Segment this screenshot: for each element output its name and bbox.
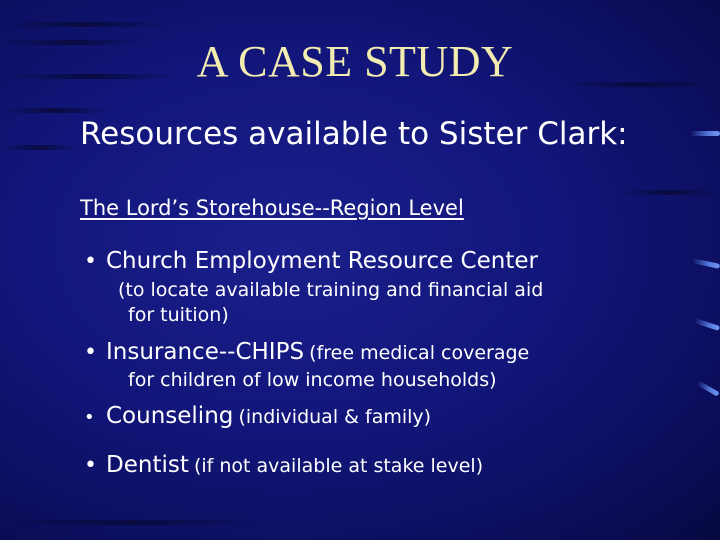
list-item-label: Counseling bbox=[106, 403, 234, 429]
background-streak bbox=[0, 108, 110, 113]
background-streak bbox=[690, 131, 720, 136]
background-streak bbox=[0, 145, 80, 150]
slide-title: A CASE STUDY bbox=[196, 37, 514, 86]
list-item-note: (free medical coverage bbox=[309, 342, 530, 364]
background-streak bbox=[692, 258, 720, 269]
background-streak bbox=[0, 22, 170, 27]
list-item-detail: (to locate available training and financial aid bbox=[118, 279, 544, 301]
list-item bbox=[84, 248, 538, 274]
list-item bbox=[84, 403, 431, 429]
bullet-icon: • bbox=[84, 340, 97, 365]
slide-subtitle: Resources available to Sister Clark: bbox=[80, 116, 628, 152]
section-heading: The Lord’s Storehouse--Region Level bbox=[80, 196, 464, 220]
list-item-detail: for children of low income households) bbox=[128, 369, 497, 391]
list-item bbox=[84, 452, 483, 478]
bullet-icon: • bbox=[84, 249, 97, 274]
list-item-label: Church Employment Resource Center bbox=[106, 248, 538, 274]
background-streak bbox=[694, 318, 720, 331]
background-streak bbox=[0, 520, 260, 525]
bullet-icon: • bbox=[84, 407, 95, 428]
list-item-detail: for tuition) bbox=[128, 304, 229, 326]
list-item bbox=[84, 339, 529, 365]
background-streak bbox=[696, 380, 719, 396]
list-item-label: Insurance--CHIPS bbox=[106, 339, 305, 365]
background-streak bbox=[620, 190, 720, 195]
bullet-icon: • bbox=[84, 453, 97, 478]
list-item-note: (if not available at stake level) bbox=[193, 455, 484, 477]
list-item-label: Dentist bbox=[106, 452, 189, 478]
list-item-note: (individual & family) bbox=[238, 406, 432, 428]
